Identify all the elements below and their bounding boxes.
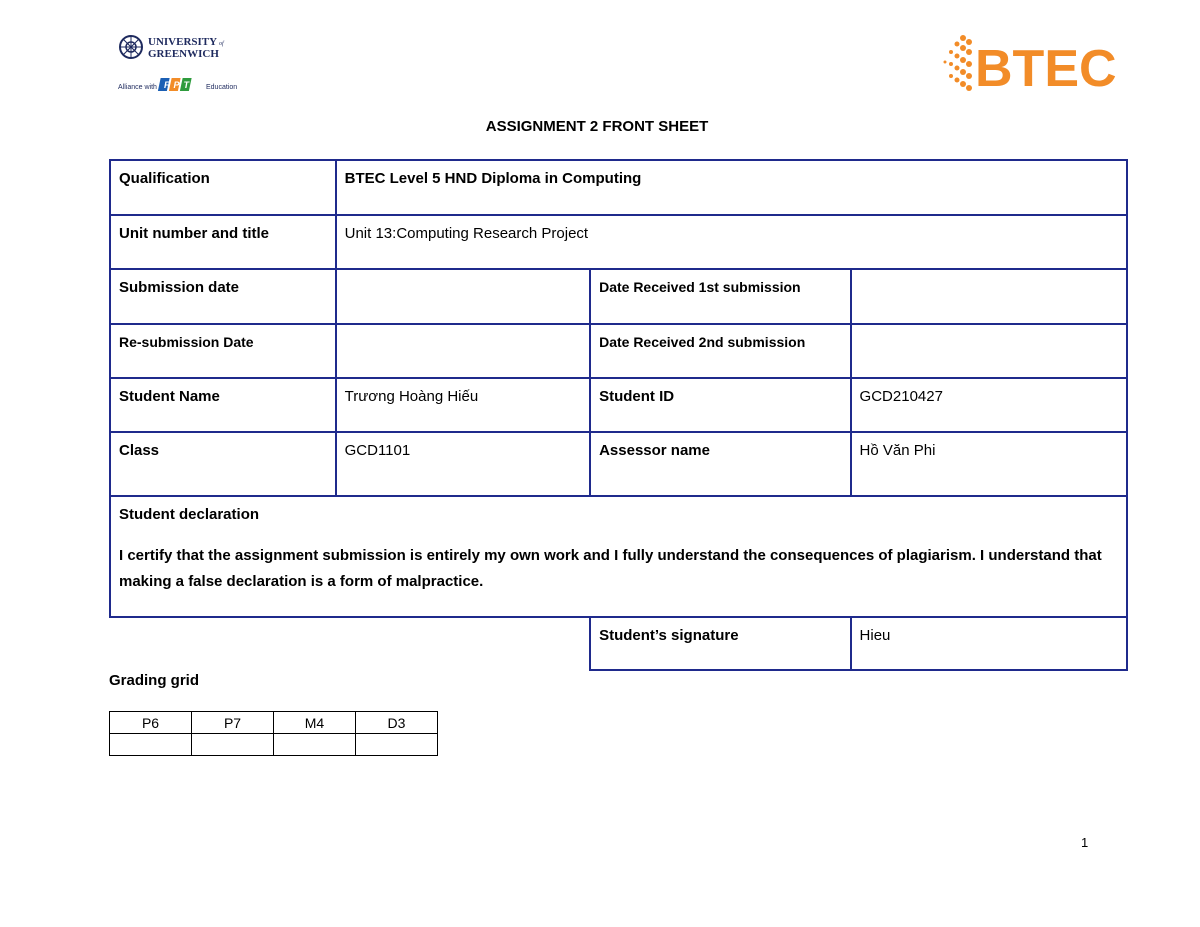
grade-header-m4: M4 <box>274 712 356 734</box>
grading-grid-label: Grading grid <box>109 672 199 689</box>
assessor-label: Assessor name <box>590 432 850 496</box>
btec-logo <box>935 32 1125 94</box>
resubmission-date-field[interactable] <box>336 324 590 378</box>
submission-date-field[interactable] <box>336 269 590 324</box>
date-received-2-label: Date Received 2nd submission <box>590 324 850 378</box>
declaration-heading: Student declaration <box>119 506 260 523</box>
student-name-label: Student Name <box>110 378 336 432</box>
grade-cell-p7[interactable] <box>192 734 274 756</box>
page-number: 1 <box>1081 835 1089 850</box>
university-of-greenwich-logo <box>118 34 248 94</box>
class-label: Class <box>110 432 336 496</box>
grade-header-d3: D3 <box>356 712 438 734</box>
table-row <box>110 160 1127 215</box>
unit-label: Unit number and title <box>110 215 336 269</box>
declaration-text: I certify that the assignment submission is entirely my own work and I fully understand the consequences of plagiarism. I understand that making a false declaration is a form of malpractice. <box>119 547 1102 590</box>
grade-header-p6: P6 <box>110 712 192 734</box>
signature-value: Hieu <box>851 617 1127 670</box>
svg-text:Alliance with: Alliance with <box>118 84 157 91</box>
assessor-value: Hồ Văn Phi <box>851 432 1127 496</box>
table-row <box>110 324 1127 378</box>
signature-spacer <box>110 617 590 670</box>
class-value: GCD1101 <box>336 432 590 496</box>
grading-value-row <box>110 734 438 756</box>
table-row <box>110 269 1127 324</box>
grade-header-p7: P7 <box>192 712 274 734</box>
grade-cell-p6[interactable] <box>110 734 192 756</box>
grade-cell-d3[interactable] <box>356 734 438 756</box>
date-received-1-field[interactable] <box>851 269 1127 324</box>
table-row <box>110 617 1127 670</box>
qualification-label: Qualification <box>110 160 336 215</box>
svg-text:Education: Education <box>206 84 238 91</box>
table-row <box>110 215 1127 269</box>
btec-logo-graphic <box>935 32 1125 94</box>
table-row <box>110 378 1127 432</box>
grading-header-row <box>110 712 438 734</box>
signature-label: Student’s signature <box>590 617 850 670</box>
student-name-value: Trương Hoàng Hiếu <box>336 378 590 432</box>
submission-date-label: Submission date <box>110 269 336 324</box>
qualification-value: BTEC Level 5 HND Diploma in Computing <box>336 160 1127 215</box>
resubmission-date-label: Re-submission Date <box>110 324 336 378</box>
date-received-2-field[interactable] <box>851 324 1127 378</box>
student-id-value: GCD210427 <box>851 378 1127 432</box>
svg-text:FPT: FPT <box>164 80 193 90</box>
table-row <box>110 432 1127 496</box>
student-declaration-cell <box>110 496 1127 617</box>
front-sheet-table <box>109 159 1128 671</box>
student-id-label: Student ID <box>590 378 850 432</box>
date-received-1-label: Date Received 1st submission <box>590 269 850 324</box>
svg-text:UNIVERSITY: UNIVERSITY <box>148 36 218 48</box>
greenwich-logo-graphic <box>118 34 248 94</box>
table-row <box>110 496 1127 617</box>
page-title: ASSIGNMENT 2 FRONT SHEET <box>485 118 709 135</box>
svg-text:GREENWICH: GREENWICH <box>148 48 219 60</box>
unit-value: Unit 13:Computing Research Project <box>336 215 1127 269</box>
grade-cell-m4[interactable] <box>274 734 356 756</box>
grading-grid <box>109 711 438 756</box>
svg-text:BTEC: BTEC <box>975 40 1117 94</box>
svg-text:of: of <box>219 41 224 47</box>
